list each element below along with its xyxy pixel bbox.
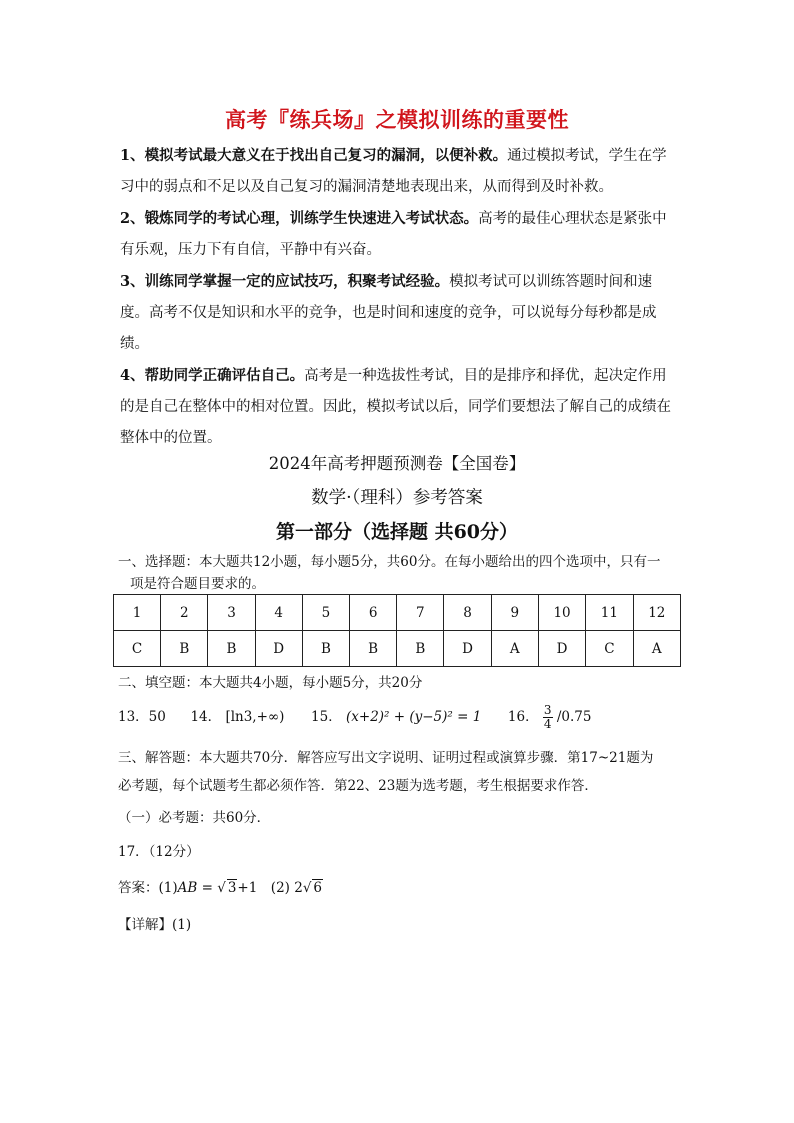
- fill-in-answers: [118, 704, 688, 731]
- q16-decimal: /0.75: [556, 709, 592, 725]
- q15-answer: (x+2)² + (y−5)² = 1: [346, 709, 482, 725]
- intro-item-2-bold: 2、锻炼同学的考试心理，训练学生快速进入考试状态。: [120, 210, 479, 227]
- exam-subtitle: 数学·（理科）参考答案: [311, 488, 483, 508]
- table-cell-answer: B: [302, 631, 349, 667]
- q17-answer-root-1: 3: [227, 880, 237, 896]
- section-1-line-2: 项是符合题目要求的。: [130, 576, 265, 592]
- section-1-line-1: 一、选择题：本大题共12小题，每小题5分，共60分。在每小题给出的四个选项中，只有一: [118, 554, 661, 570]
- table-cell-number: 6: [350, 595, 397, 631]
- answer-table-answer-row: [114, 631, 681, 667]
- table-cell-answer: A: [491, 631, 538, 667]
- intro-item-2-text: 高考的最佳心理状态是紧张中有乐观，压力下有自信，平静中有兴奋。: [120, 211, 667, 258]
- q17-answer-plus: +1 (2) 2: [237, 880, 303, 896]
- intro-item-1-text: 通过模拟考试，学生在学习中的弱点和不足以及自己复习的漏洞清楚地表现出来，从而得到及时补救。: [120, 148, 667, 195]
- answer-table: [113, 594, 681, 667]
- banner-title: 高考『练兵场』之模拟训练的重要性: [225, 108, 569, 132]
- table-cell-answer: D: [255, 631, 302, 667]
- q15-label: 15．: [311, 709, 342, 725]
- answer-table-number-row: [114, 595, 681, 631]
- table-cell-number: 7: [397, 595, 444, 631]
- q17-answer: [118, 876, 323, 896]
- intro-item-3-text: 模拟考试可以训练答题时间和速度。高考不仅是知识和水平的竞争，也是时间和速度的竞争，可以说每分每秒都是成绩。: [120, 274, 657, 352]
- table-cell-number: 11: [586, 595, 633, 631]
- table-cell-answer: A: [633, 631, 680, 667]
- intro-paragraphs: [120, 140, 680, 454]
- section-3-instructions: [118, 744, 688, 800]
- q17-answer-ab: AB: [177, 880, 198, 896]
- q14-answer: [ln3,+∞): [225, 709, 285, 725]
- sqrt-symbol-icon: √: [302, 880, 312, 896]
- q14-label: 14．: [190, 709, 222, 725]
- intro-item-1: [120, 140, 680, 203]
- q16-fraction: [543, 704, 553, 731]
- table-cell-number: 2: [161, 595, 208, 631]
- intro-item-4-bold: 4、帮助同学正确评估自己。: [120, 367, 305, 384]
- intro-item-4-text: 高考是一种选拔性考试，目的是排序和择优，起决定作用的是自己在整体中的相对位置。因此，模拟考试以后，同学们要想法了解自己的成绩在整体中的位置。: [120, 368, 671, 446]
- exam-title: 2024年高考押题预测卷【全国卷】: [268, 454, 526, 473]
- q17-heading: 17．（12分）: [118, 844, 200, 860]
- section-3-line-2: 必考题，每个试题考生都必须作答．第22、23题为选考题，考生根据要求作答．: [118, 778, 598, 794]
- intro-item-2: [120, 203, 680, 266]
- table-cell-number: 5: [302, 595, 349, 631]
- table-cell-answer: B: [350, 631, 397, 667]
- table-cell-number: 10: [538, 595, 585, 631]
- intro-item-3: [120, 266, 680, 360]
- required-questions-label: （一）必考题：共60分．: [118, 810, 271, 826]
- table-cell-answer: B: [161, 631, 208, 667]
- q16-denominator: 4: [543, 717, 552, 731]
- q17-detail-label: 【详解】(1): [118, 917, 192, 933]
- q17-answer-root-2: 6: [313, 880, 323, 896]
- section-1-instructions: [118, 551, 688, 595]
- section-2-header: 二、填空题：本大题共4小题，每小题5分，共20分: [118, 675, 423, 691]
- table-cell-answer: D: [444, 631, 491, 667]
- table-cell-number: 9: [491, 595, 538, 631]
- table-cell-number: 12: [633, 595, 680, 631]
- table-cell-answer: B: [397, 631, 444, 667]
- q17-answer-eq: =: [197, 880, 218, 896]
- sqrt-symbol-icon: √: [217, 880, 226, 896]
- q17-answer-prefix: 答案：(1): [118, 880, 178, 896]
- q16-label: 16．: [507, 709, 539, 725]
- table-cell-answer: D: [538, 631, 585, 667]
- table-cell-number: 1: [114, 595, 161, 631]
- table-cell-number: 4: [255, 595, 302, 631]
- q16-numerator: 3: [543, 703, 552, 717]
- intro-item-3-bold: 3、训练同学掌握一定的应试技巧，积聚考试经验。: [120, 273, 450, 290]
- table-cell-number: 8: [444, 595, 491, 631]
- section-3-line-1: 三、解答题：本大题共70分．解答应写出文字说明、证明过程或演算步骤．第17~21题为: [118, 750, 654, 766]
- intro-item-4: [120, 360, 680, 454]
- q13-answer: 13．50: [118, 709, 166, 725]
- table-cell-number: 3: [208, 595, 255, 631]
- table-cell-answer: C: [114, 631, 161, 667]
- part-heading: 第一部分（选择题 共60分）: [275, 521, 519, 543]
- table-cell-answer: B: [208, 631, 255, 667]
- table-cell-answer: C: [586, 631, 633, 667]
- intro-item-1-bold: 1、模拟考试最大意义在于找出自己复习的漏洞，以便补救。: [120, 147, 508, 164]
